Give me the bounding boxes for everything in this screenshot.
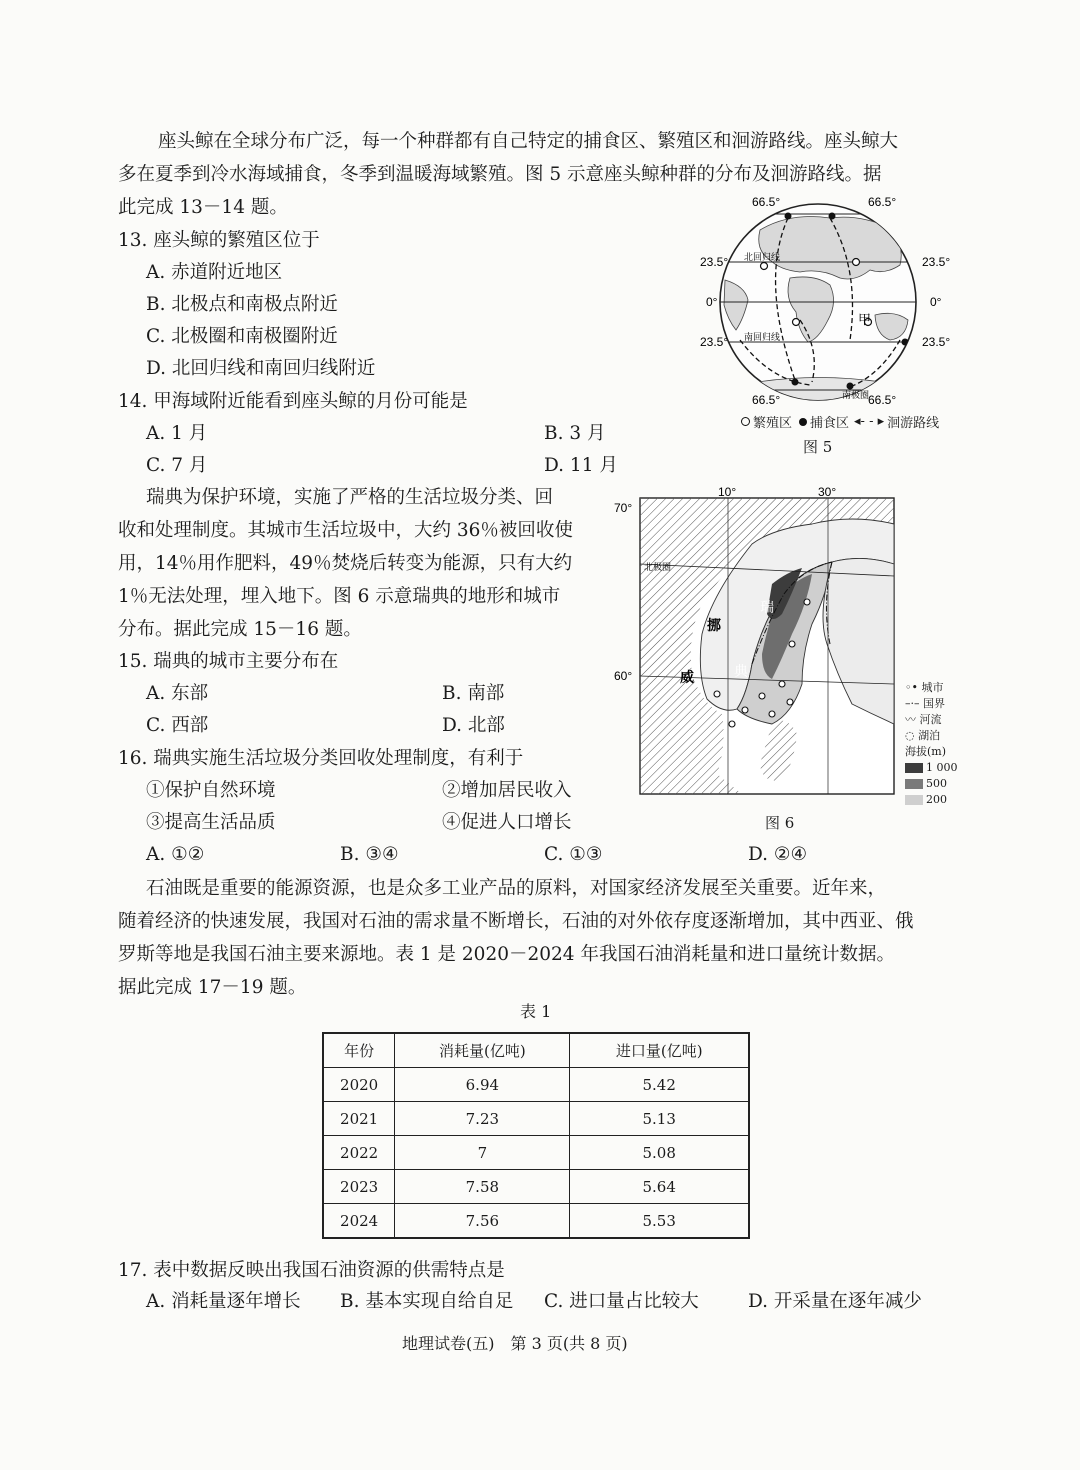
legend-elev-500: 500 [926, 777, 947, 790]
cell-import: 5.42 [570, 1068, 749, 1102]
cell-year: 2020 [323, 1068, 395, 1102]
cell-import: 5.64 [570, 1170, 749, 1204]
legend-feeding: 捕食区 [810, 416, 850, 431]
table-row [323, 1204, 749, 1239]
header-consumption: 消耗量(亿吨) [395, 1033, 570, 1068]
legend-border: 国界 [923, 697, 945, 710]
figure-5-caption: 图 5 [803, 438, 833, 456]
q16-option-b: B. ③④ [340, 844, 399, 865]
lon-label-10: 10° [718, 485, 737, 499]
lat-label-eq-left: 0° [706, 295, 718, 309]
legend-city: 城市 [921, 681, 944, 694]
lat-label-s66-left: 66.5° [752, 393, 781, 407]
table-1-oil-statistics [322, 1032, 750, 1239]
cell-consumption: 7.56 [395, 1204, 570, 1239]
legend-lake: 湖泊 [918, 729, 941, 742]
sea-area-jia-label: 甲 [858, 313, 872, 328]
legend-route: 洄游路线 [887, 416, 940, 431]
passage1-line-1: 座头鲸在全球分布广泛，每一个种群都有自己特定的捕食区、繁殖区和洄游路线。座头鲸大 [158, 131, 899, 152]
passage2-line-2: 收和处理制度。其城市生活垃圾中，大约 36％被回收使 [118, 520, 573, 541]
q14-option-a: A. 1 月 [146, 423, 208, 444]
q16-statement-1: ①保护自然环境 [146, 780, 276, 801]
legend-elev-1000-row [905, 760, 965, 776]
q13-option-a: A. 赤道附近地区 [146, 262, 283, 283]
cell-consumption: 7.58 [395, 1170, 570, 1204]
lat-label-70: 70° [614, 501, 633, 515]
table-row [323, 1102, 749, 1136]
legend-elev-200: 200 [926, 793, 947, 806]
lat-label-60: 60° [614, 669, 633, 683]
passage1-line-3: 此完成 13－14 题。 [118, 197, 288, 218]
question-16-stem: 16. 瑞典实施生活垃圾分类回收处理制度，有利于 [118, 748, 524, 769]
legend-elev-500-row [905, 776, 965, 792]
cell-year: 2022 [323, 1136, 395, 1170]
legend-border-row [905, 696, 965, 712]
figure-5-legend [741, 412, 939, 431]
passage3-line-1: 石油既是重要的能源资源，也是众多工业产品的原料，对国家经济发展至关重要。近年来， [146, 878, 887, 899]
passage1-line-2: 多在夏季到冷水海域捕食，冬季到温暖海域繁殖。图 5 示意座头鲸种群的分布及洄游路线。据 [118, 164, 882, 185]
elevation-500-swatch [905, 779, 923, 789]
header-import: 进口量(亿吨) [570, 1033, 749, 1068]
passage3-line-2: 随着经济的快速发展，我国对石油的需求量不断增长，石油的对外依存度逐渐增加，其中西亚、俄 [118, 911, 914, 932]
q14-option-b: B. 3 月 [544, 423, 606, 444]
sweden-label-1: 瑞 [760, 600, 774, 616]
q14-option-d: D. 11 月 [544, 455, 618, 476]
legend-city-row [905, 680, 965, 696]
river-legend-icon: 〰 [905, 713, 916, 726]
q17-option-b: B. 基本实现自给自足 [340, 1291, 514, 1312]
lat-label-n23-left: 23.5° [700, 255, 729, 269]
passage3-line-4: 据此完成 17－19 题。 [118, 977, 307, 998]
city-legend-icon: ◦• [905, 681, 918, 694]
cell-year: 2024 [323, 1204, 395, 1239]
q16-option-d: D. ②④ [748, 844, 808, 865]
q14-option-c: C. 7 月 [146, 455, 208, 476]
elevation-200-swatch [905, 795, 923, 805]
legend-breeding: 繁殖区 [753, 416, 793, 431]
cell-import: 5.53 [570, 1204, 749, 1239]
legend-elev-1000: 1 000 [926, 761, 958, 774]
header-year: 年份 [323, 1033, 395, 1068]
cell-year: 2023 [323, 1170, 395, 1204]
q13-option-d: D. 北回归线和南回归线附近 [146, 358, 376, 379]
lake-legend-icon: ◌ [905, 729, 915, 742]
legend-lake-row [905, 728, 965, 744]
cell-consumption: 7 [395, 1136, 570, 1170]
q13-option-b: B. 北极点和南极点附近 [146, 294, 338, 315]
passage3-line-3: 罗斯等地是我国石油主要来源地。表 1 是 2020－2024 年我国石油消耗量和进口量统计数据。 [118, 944, 895, 965]
legend-elev-200-row [905, 792, 965, 808]
question-17-stem: 17. 表中数据反映出我国石油资源的供需特点是 [118, 1260, 505, 1281]
q15-option-c: C. 西部 [146, 715, 209, 736]
q15-option-b: B. 南部 [442, 683, 505, 704]
table-row [323, 1136, 749, 1170]
passage2-line-3: 用，14％用作肥料，49％焚烧后转变为能源，只有大约 [118, 553, 573, 574]
q16-statement-4: ④促进人口增长 [442, 812, 572, 833]
border-legend-icon: –·– [905, 697, 920, 710]
q15-option-a: A. 东部 [146, 683, 209, 704]
lat-label-n23-right: 23.5° [922, 255, 951, 269]
q17-option-c: C. 进口量占比较大 [544, 1291, 699, 1312]
table-header-row [323, 1033, 749, 1068]
norway-label-1: 挪 [707, 618, 721, 634]
legend-river-row [905, 712, 965, 728]
figure-6-legend [905, 680, 965, 808]
tropic-s-label: 南回归线 [744, 333, 781, 343]
passage2-line-5: 分布。据此完成 15－16 题。 [118, 619, 362, 640]
q16-statement-2: ②增加居民收入 [442, 780, 572, 801]
cell-consumption: 6.94 [395, 1068, 570, 1102]
question-13-stem: 13. 座头鲸的繁殖区位于 [118, 230, 320, 251]
figure-5-globe-map [700, 190, 960, 430]
q16-statement-3: ③提高生活品质 [146, 812, 276, 833]
q17-option-a: A. 消耗量逐年增长 [146, 1291, 301, 1312]
breeding-area-legend-icon [741, 417, 750, 426]
elevation-1000-swatch [905, 763, 923, 773]
figure-6-caption: 图 6 [765, 814, 795, 832]
passage2-line-1: 瑞典为保护环境，实施了严格的生活垃圾分类、回 [146, 487, 554, 508]
tropic-n-label: 北回归线 [744, 253, 781, 263]
lat-label-n66-left: 66.5° [752, 195, 781, 209]
table-row [323, 1170, 749, 1204]
sweden-label-2: 典 [734, 664, 748, 680]
q15-option-d: D. 北部 [442, 715, 505, 736]
lat-label-s23-left: 23.5° [700, 335, 729, 349]
cell-year: 2021 [323, 1102, 395, 1136]
cell-consumption: 7.23 [395, 1102, 570, 1136]
legend-elevation-title: 海拔(m) [905, 745, 947, 758]
page-footer: 地理试卷(五) 第 3 页(共 8 页) [402, 1334, 628, 1353]
q16-option-c: C. ①③ [544, 844, 603, 865]
antarctic-circle-label: 南极圈 [842, 391, 870, 401]
passage2-line-4: 1％无法处理，埋入地下。图 6 示意瑞典的地形和城市 [118, 586, 561, 607]
q13-option-c: C. 北极圈和南极圈附近 [146, 326, 338, 347]
cell-import: 5.08 [570, 1136, 749, 1170]
migration-route-legend-icon: ◂- - ▸ [854, 414, 885, 429]
cell-import: 5.13 [570, 1102, 749, 1136]
norway-label-2: 威 [680, 670, 694, 686]
table-1-title: 表 1 [520, 1002, 552, 1021]
lon-label-30: 30° [818, 485, 837, 499]
lat-label-n66-right: 66.5° [868, 195, 897, 209]
figure-6-sweden-map [612, 484, 952, 804]
lat-label-s66-right: 66.5° [868, 393, 897, 407]
table-row [323, 1068, 749, 1102]
lat-label-eq-right: 0° [930, 295, 942, 309]
feeding-area-legend-icon [799, 418, 807, 426]
question-14-stem: 14. 甲海域附近能看到座头鲸的月份可能是 [118, 391, 468, 412]
q17-option-d: D. 开采量在逐年减少 [748, 1291, 922, 1312]
legend-river: 河流 [919, 713, 942, 726]
q16-option-a: A. ①② [146, 844, 205, 865]
arctic-circle-label: 北极圈 [644, 563, 672, 573]
question-15-stem: 15. 瑞典的城市主要分布在 [118, 651, 339, 672]
lat-label-s23-right: 23.5° [922, 335, 951, 349]
